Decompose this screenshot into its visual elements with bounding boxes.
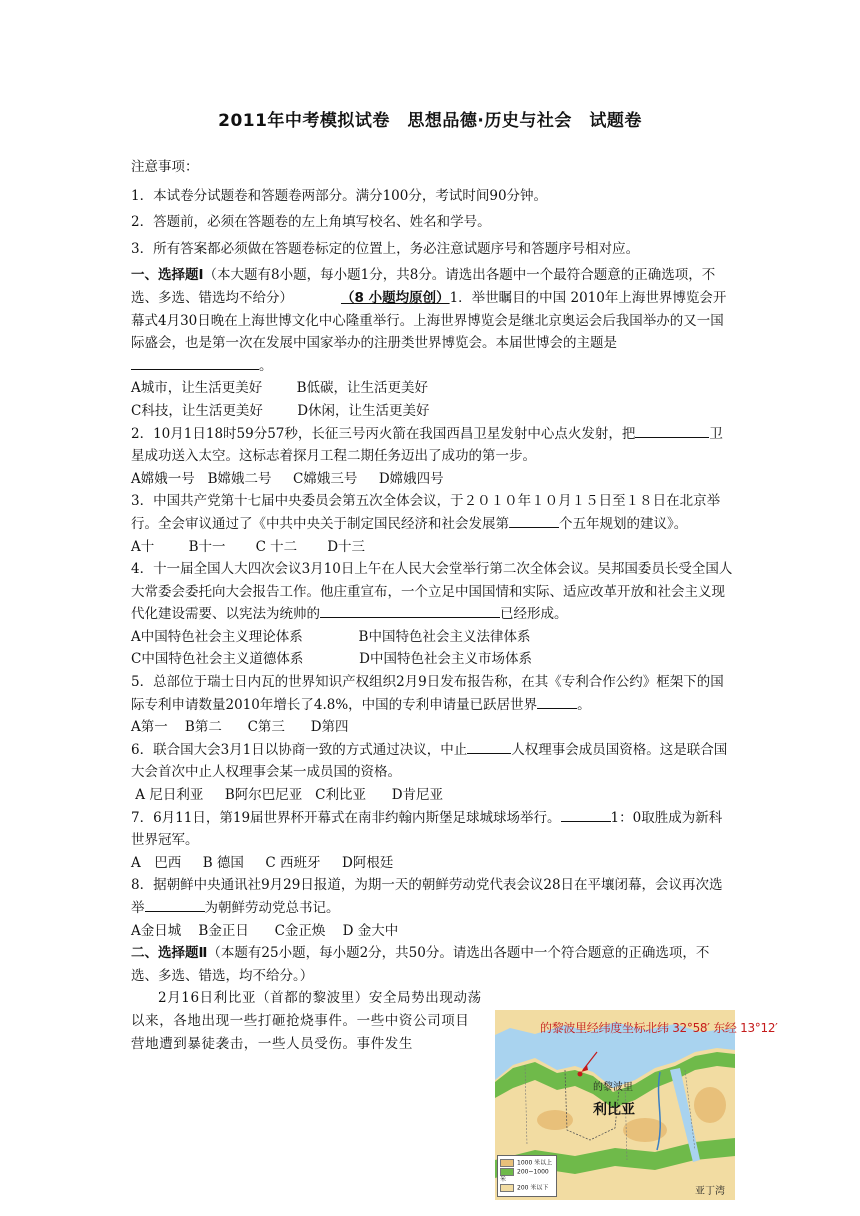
highland-patch	[694, 1087, 726, 1123]
section-1-intro: （本大题有8小题，每小题1分，共8分。请选出各题中一个最符合题意的正确选项，不选、多选、错选均不给分）	[131, 267, 716, 306]
option-b: B阿尔巴尼亚	[224, 787, 303, 804]
options-row	[131, 648, 733, 671]
answer-blank	[635, 423, 709, 438]
options-row	[131, 468, 733, 491]
section-2	[131, 942, 733, 987]
tripoli-marker	[578, 1072, 583, 1077]
option-d: D中国特色社会主义市场体系	[359, 651, 532, 668]
options-row	[131, 377, 733, 400]
option-b: B低碳，让生活更美好	[296, 380, 429, 397]
options-row	[131, 784, 733, 807]
country-label: 利比亚	[593, 1102, 635, 1118]
question-2: 2．10月1日18时59分57秒，长征三号丙火箭在我国西昌卫星发射中心点火发射，把 卫星成功送入太空。这标志着探月工程二期任务迈出了成功的第一步。	[131, 423, 733, 468]
option-a: A中国特色社会主义理论体系	[131, 628, 303, 645]
option-b: B嫦娥二号	[207, 470, 272, 487]
option-b: B中国特色社会主义法律体系	[358, 628, 531, 645]
option-d: D肯尼亚	[391, 787, 444, 804]
option-c: C 西班牙	[265, 854, 321, 871]
legend-item: 200~1000 米	[500, 1168, 549, 1183]
question-6: 6．联合国大会3月1日以协商一致的方式通过决议，中止 人权理事会成员国资格。这是联合国大会首次中止人权理事会某一成员国的资格。	[131, 739, 733, 784]
reading-passage: 2月16日利比亚（首都的黎波里）安全局势出现动荡以来，各地出现一些打砸抢烧事件。一些中资公司项目营地遭到暴徒袭击，一些人员受伤。事件发生	[131, 990, 482, 1052]
option-d: D十三	[327, 538, 366, 555]
option-c: C金正焕	[274, 922, 326, 939]
answer-blank	[467, 739, 511, 754]
option-b: B第二	[184, 719, 222, 736]
question-7: 7．6月11日，第19届世界杯开幕式在南非约翰内斯堡足球城球场举行。 1：0取胜成为新科世界冠军。	[131, 807, 733, 852]
question-1-stem: 1．举世瞩目的中国 2010年上海世界博览会开幕式4月30日晚在上海世博文化中心隆重举行。上海世界博览会是继北京奥运会后我国举办的又一国际盛会，也是第一次在发展中国家举办的注册类世界博览会。本届世博会的主题是	[131, 289, 727, 352]
options-row	[131, 716, 733, 739]
option-c: C利比亚	[315, 787, 366, 804]
answer-blank	[320, 603, 500, 618]
option-a: A 巴西	[131, 854, 182, 871]
legend-swatch	[500, 1184, 514, 1192]
gulf-label: 亚丁湾	[695, 1186, 725, 1197]
question-5: 5．总部位于瑞士日内瓦的世界知识产权组织2月9日发布报告称，在其《专利合作公约》框架下的国际专利申请数量2010年增长了4.8%，中国的专利申请量已跃居世界 。	[131, 674, 724, 713]
answer-blank	[537, 694, 577, 709]
legend-item: 200 米以下	[500, 1184, 554, 1193]
options-row	[131, 920, 733, 943]
notice-item: 3．所有答案都必须做在答题卷标定的位置上，务必注意试题序号和答题序号相对应。	[131, 240, 640, 257]
notice-item: 2．答题前，必须在答题卷的左上角填写校名、姓名和学号。	[131, 214, 491, 231]
option-d: D第四	[310, 719, 349, 736]
option-a: A金日城	[131, 922, 182, 939]
option-b: B十一	[188, 538, 226, 555]
origin-note: （8 小题均原创）	[341, 289, 450, 306]
answer-blank	[561, 807, 611, 822]
options-row	[131, 400, 733, 423]
question-3: 3．中国共产党第十七届中央委员会第五次全体会议，于２０１０年１０月１５日至１８日在北京举行。全会审议通过了《中共中央关于制定国民经济和社会发展第 个五年规划的建议》。	[131, 493, 721, 532]
option-b: B金正日	[198, 922, 249, 939]
option-a: A 尼日利亚	[135, 787, 204, 804]
legend-swatch	[500, 1168, 514, 1176]
answer-blank	[509, 513, 559, 528]
option-d: D嫦娥四号	[378, 470, 444, 487]
answer-blank	[145, 897, 205, 912]
section-1: 一、选择题Ⅰ（本大题有8小题，每小题1分，共8分。请选出各题中一个最符合题意的正确选项，不选、多选、错选均不给分） （8 小题均原创）1．举世瞩目的中国 2010年上海世界博览会开幕式4月30日晚在上海世博文化中心隆重举行。上海世界博览会是继北京奥运会后我国举办的又一国际盛会，也是第一次在发展中国家举办的注册类世界博览会。本届世博会的主题是。	[131, 267, 727, 374]
options-row	[131, 852, 733, 875]
city-label: 的黎波里	[593, 1082, 633, 1093]
highland-patch	[537, 1110, 573, 1130]
section-2-intro: （本题有25小题，每小题2分，共50分。请选出各题中一个符合题意的正确选项，不选、多选、错选，均不给分。）	[131, 945, 710, 984]
option-c: C中国特色社会主义道德体系	[131, 651, 304, 668]
legend-swatch	[500, 1159, 514, 1167]
question-8: 8．据朝鲜中央通讯社9月29日报道，为期一天的朝鲜劳动党代表会议28日在平壤闭幕，会议再次选举 为朝鲜劳动党总书记。	[131, 877, 723, 916]
map-legend	[497, 1155, 557, 1197]
option-a: A城市，让生活更美好	[131, 380, 263, 397]
options-row	[131, 626, 733, 649]
option-d: D休闲，让生活更美好	[297, 402, 430, 419]
options-row	[131, 536, 733, 559]
option-d: D 金大中	[342, 922, 399, 939]
page-title: 2011年中考模拟试卷 思想品德·历史与社会 试题卷	[218, 111, 642, 131]
option-c: C科技，让生活更美好	[131, 402, 263, 419]
option-a: A十	[131, 538, 155, 555]
section-2-heading: 二、选择题Ⅱ	[131, 945, 208, 962]
exam-content	[131, 156, 733, 1055]
option-c: C 十二	[255, 538, 298, 555]
option-c: C嫦娥三号	[293, 470, 358, 487]
option-d: D阿根廷	[342, 854, 394, 871]
map-caption: 的黎波里经纬度坐标北纬 32°58′ 东经 13°12′	[540, 1021, 778, 1035]
option-a: A嫦娥一号	[131, 470, 195, 487]
notice-item: 1．本试卷分试题卷和答题卷两部分。满分100分，考试时间90分钟。	[131, 187, 548, 204]
option-a: A第一	[131, 719, 168, 736]
option-c: C第三	[247, 719, 285, 736]
notice-heading: 注意事项：	[131, 159, 199, 175]
option-b: B 德国	[202, 854, 244, 871]
section-1-heading: 一、选择题Ⅰ	[131, 267, 204, 284]
answer-blank	[131, 355, 259, 370]
question-4: 4．十一届全国人大四次会议3月10日上午在人民大会堂举行第二次全体会议。吴邦国委员长受全国人大常委会委托向大会报告工作。他庄重宣布，一个立足中国国情和实际、适应改革开放和社会主义现代化建设需要、以宪法为统帅的 已经形成。	[131, 561, 733, 623]
legend-item: 1000 米以上	[500, 1159, 554, 1168]
